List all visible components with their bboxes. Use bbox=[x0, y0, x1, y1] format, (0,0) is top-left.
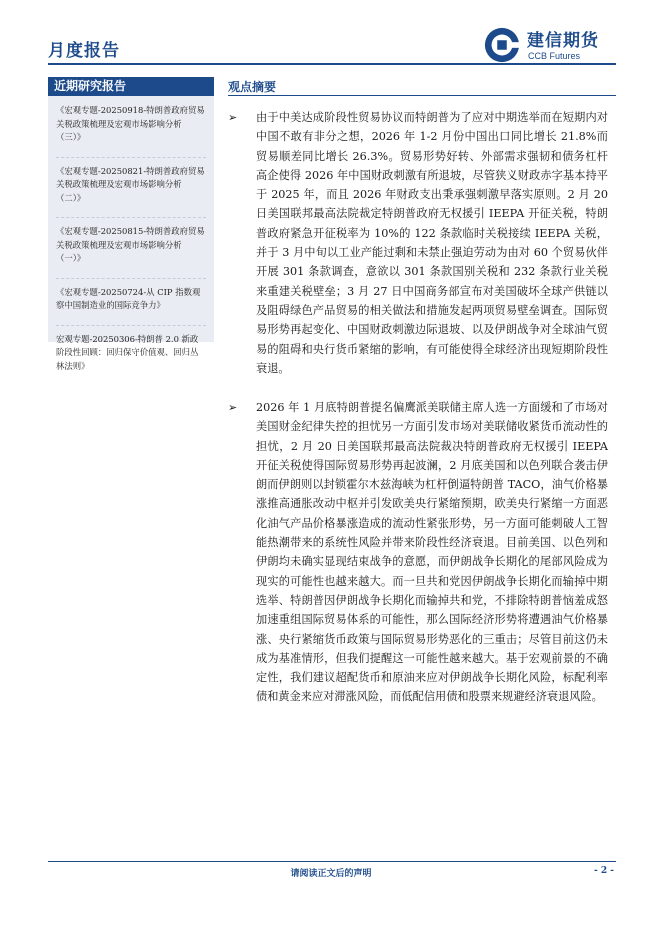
bullet-arrow-icon: ➢ bbox=[228, 111, 238, 124]
report-type-title: 月度报告 bbox=[48, 41, 120, 61]
recent-reports-list bbox=[48, 96, 214, 373]
footer-divider bbox=[48, 861, 616, 862]
recent-reports-sidebar bbox=[48, 77, 214, 371]
recent-report-link[interactable]: 《宏观专题-20250821-特朗普政府贸易关税政策梳理及宏观市场影响分析（二）》 bbox=[56, 157, 206, 206]
page-number: - 2 - bbox=[594, 866, 614, 876]
ccb-logo-icon bbox=[483, 26, 521, 64]
bullet-arrow-icon: ➢ bbox=[228, 401, 238, 414]
summary-paragraph-2: 2026 年 1 月底特朗普提名偏鹰派美联储主席人选一方面缓和了市场对美国财金纪律失控的担忧另一方面引发市场对美联储收紧货币流动性的担忧，2 月 20 日美国联邦最高法院裁决特朗普政府无权援引 IEEPA 开征关税使得国际贸易形势再起波澜，2 月底美国和以色列联合袭击伊朗而伊朗则以封锁霍尔木兹海峡为杠杆倒逼特朗普 TACO，油气价格暴涨推高通胀改动中枢并引发欧美央行紧缩预期，欧美央行紧缩一方面恶化油气产品价格暴涨造成的流动性紧张形势，另一方面可能刺破人工智能热潮带来的系统性风险并带来阶段性经济衰退。目前美国、以色列和伊朗均未确实显现结束战争的意愿，而伊朗战争长期化的尾部风险成为现实的可能性也越来越大。而一旦共和党因伊朗战争长期化而输掉中期选举、特朗普因伊朗战争长期化而输掉共和党，不排除特朗普恼羞成怒加速重组国际贸易体系的可能性，那么国际经济形势将遭遇油气价格暴涨、央行紧缩货币政策与国际贸易形势恶化的三重击；尽管目前这仍未成为基准情形，但我们提醒这一可能性越来越大。基于宏观前景的不确定性，我们建议超配货币和原油来应对伊朗战争长期化风险，标配利率债和黄金来应对滞涨风险，而低配信用债和股票来规避经济衰退风险。 bbox=[256, 401, 608, 704]
header-divider bbox=[48, 63, 616, 65]
section-title: 观点摘要 bbox=[228, 80, 277, 94]
recent-report-link[interactable]: 《宏观专题-20250815-特朗普政府贸易关税政策梳理及宏观市场影响分析（一）》 bbox=[56, 217, 206, 266]
company-logo bbox=[483, 24, 623, 68]
disclaimer-note: 请阅读正文后的声明 bbox=[290, 869, 372, 879]
recent-report-link[interactable]: 《宏观专题-20250724-从 CIP 指数观察中国制造业的国际竞争力》 bbox=[56, 278, 206, 313]
section-divider bbox=[228, 95, 616, 96]
logo-chinese-name: 建信期货 bbox=[527, 31, 599, 51]
recent-report-link[interactable]: 《宏观专题-20250918-特朗普政府贸易关税政策梳理及宏观市场影响分析（三）》 bbox=[56, 105, 205, 142]
summary-paragraph-1: 由于中美达成阶段性贸易协议而特朗普为了应对中期选举而在短期内对中国不敢有非分之想，2026 年 1-2 月份中国出口同比增长 21.8%而贸易顺差同比增长 26.3%。贸易形势好转、外部需求强韧和债务杠杆高企使得 2026 年中国财政刺激有所退坡，尽管狭义财政赤字基本持平于 2025 年，而且 2026 年财政支出秉承强刺激早落实原则。2 月 20 日美国联邦最高法院裁定特朗普政府无权援引 IEEPA 开征关税，特朗普政府紧急开征税率为 10%的 122 条款临时关税接续 IEEPA 关税，并于 3 月中旬以工业产能过剩和未禁止强迫劳动为由对 60 个贸易伙伴开展 301 条款调查，意欲以 301 条款国别关税和 232 条款行业关税来重建关税壁垒；3 月 27 日中国商务部宣布对美国破坏全球产供链以及阻碍绿色产品贸易的相关做法和措施发起两项贸易壁垒调查。国际贸易形势再起变化、中国财政刺激边际退坡、以及伊朗战争对全球油气贸易的阻碍和央行货币紧缩的影响，有可能使得全球经济出现短期阶段性衰退。 bbox=[256, 111, 608, 375]
sidebar-heading: 近期研究报告 bbox=[48, 77, 214, 96]
recent-report-link[interactable]: 宏观专题-20250306-特朗普 2.0 新政阶段性回顾：回归保守价值观、回归丛林法则》 bbox=[56, 325, 206, 374]
logo-english-name: CCB Futures bbox=[528, 51, 581, 61]
